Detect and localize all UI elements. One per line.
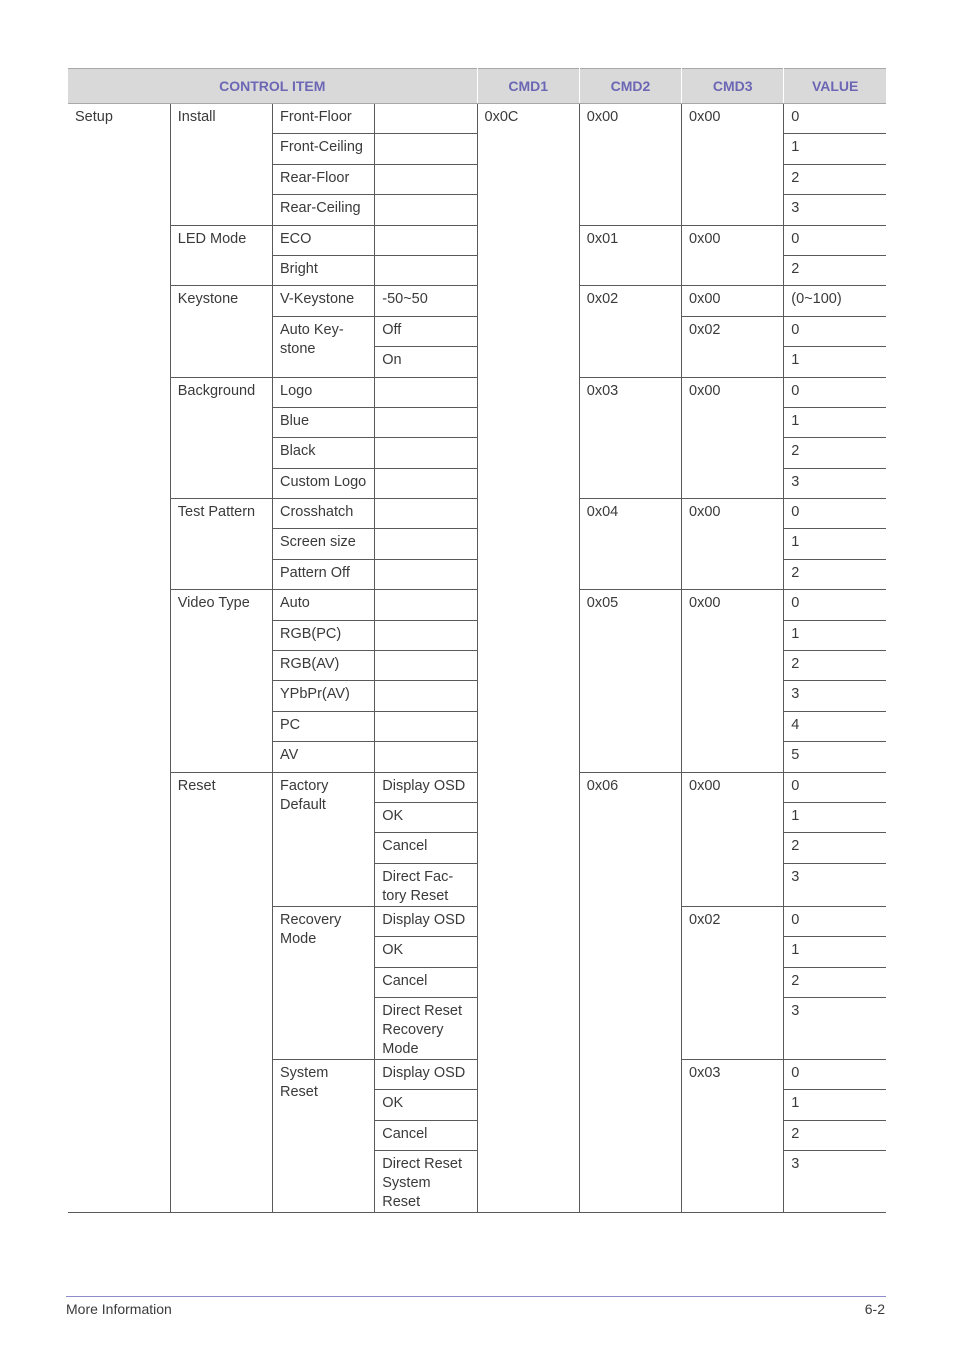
page-number: 6-2 bbox=[864, 1301, 885, 1317]
table-cell: 2 bbox=[784, 651, 886, 681]
table-cell: 1 bbox=[784, 802, 886, 832]
table-cell: Recovery Mode bbox=[273, 906, 375, 1059]
table-cell: 0x03 bbox=[579, 377, 681, 499]
table-cell: 0x02 bbox=[682, 906, 784, 1059]
table-cell: 0 bbox=[784, 225, 886, 255]
table-cell: Display OSD bbox=[375, 772, 477, 802]
table-cell bbox=[375, 195, 477, 225]
table-cell: 0x00 bbox=[682, 772, 784, 906]
table-cell: Video Type bbox=[170, 590, 272, 772]
table-cell: Install bbox=[170, 104, 272, 226]
table-row bbox=[68, 590, 886, 620]
table-cell: 0 bbox=[784, 590, 886, 620]
table-cell: Cancel bbox=[375, 1120, 477, 1150]
table-cell: ECO bbox=[273, 225, 375, 255]
table-cell: Background bbox=[170, 377, 272, 499]
table-cell: 0 bbox=[784, 772, 886, 802]
table-cell: 1 bbox=[784, 407, 886, 437]
table-cell: 1 bbox=[784, 529, 886, 559]
table-cell bbox=[375, 499, 477, 529]
control-table bbox=[68, 68, 886, 1213]
table-cell: Setup bbox=[68, 104, 170, 1213]
table-cell bbox=[375, 407, 477, 437]
table-cell: V-Keystone bbox=[273, 286, 375, 316]
table-cell bbox=[375, 468, 477, 498]
table-cell: 2 bbox=[784, 833, 886, 863]
table-cell: 0x04 bbox=[579, 499, 681, 590]
table-cell: Cancel bbox=[375, 833, 477, 863]
column-header: CONTROL ITEM bbox=[68, 69, 477, 104]
table-cell: 3 bbox=[784, 468, 886, 498]
table-cell: 0x05 bbox=[579, 590, 681, 772]
table-row bbox=[68, 499, 886, 529]
table-cell bbox=[375, 255, 477, 285]
table-cell: Auto Key- stone bbox=[273, 316, 375, 377]
table-cell: Auto bbox=[273, 590, 375, 620]
table-cell: 0 bbox=[784, 499, 886, 529]
table-cell: Bright bbox=[273, 255, 375, 285]
table-cell: 0 bbox=[784, 1059, 886, 1089]
table-cell bbox=[375, 529, 477, 559]
column-header: CMD1 bbox=[477, 69, 579, 104]
table-header bbox=[68, 69, 886, 104]
table-cell: 0x00 bbox=[579, 104, 681, 226]
table-cell: OK bbox=[375, 937, 477, 967]
table-cell: (0~100) bbox=[784, 286, 886, 316]
table-cell: 2 bbox=[784, 255, 886, 285]
table-cell: Reset bbox=[170, 772, 272, 1213]
table-cell: Front-Floor bbox=[273, 104, 375, 134]
table-cell bbox=[375, 559, 477, 589]
table-cell bbox=[375, 438, 477, 468]
table-cell: RGB(AV) bbox=[273, 651, 375, 681]
table-cell: 2 bbox=[784, 1120, 886, 1150]
table-cell bbox=[375, 651, 477, 681]
table-cell: 1 bbox=[784, 620, 886, 650]
table-cell: 1 bbox=[784, 1090, 886, 1120]
footer-section-title: More Information bbox=[66, 1301, 172, 1317]
column-header: CMD3 bbox=[682, 69, 784, 104]
table-cell: Pattern Off bbox=[273, 559, 375, 589]
table-cell: OK bbox=[375, 802, 477, 832]
table-cell: On bbox=[375, 347, 477, 377]
table-cell: Off bbox=[375, 316, 477, 346]
table-cell: 0x03 bbox=[682, 1059, 784, 1212]
table-cell: Blue bbox=[273, 407, 375, 437]
table-cell: 3 bbox=[784, 863, 886, 906]
table-cell: 0 bbox=[784, 104, 886, 134]
table-cell: 1 bbox=[784, 347, 886, 377]
footer-divider bbox=[66, 1296, 886, 1297]
table-cell: RGB(PC) bbox=[273, 620, 375, 650]
table-cell: 2 bbox=[784, 967, 886, 997]
table-cell: YPbPr(AV) bbox=[273, 681, 375, 711]
table-cell: 0x00 bbox=[682, 104, 784, 226]
table-cell: Keystone bbox=[170, 286, 272, 377]
table-cell: AV bbox=[273, 742, 375, 772]
table-cell: 2 bbox=[784, 438, 886, 468]
table-cell: 0x01 bbox=[579, 225, 681, 286]
table-cell: Factory Default bbox=[273, 772, 375, 906]
table-cell: Display OSD bbox=[375, 1059, 477, 1089]
table-cell: 0 bbox=[784, 316, 886, 346]
table-cell: Custom Logo bbox=[273, 468, 375, 498]
table-cell: 0x00 bbox=[682, 590, 784, 772]
table-cell: Black bbox=[273, 438, 375, 468]
table-cell: 3 bbox=[784, 1151, 886, 1213]
table-row bbox=[68, 225, 886, 255]
table-cell bbox=[375, 681, 477, 711]
table-cell: 3 bbox=[784, 195, 886, 225]
table-cell: 0x02 bbox=[682, 316, 784, 377]
table-body bbox=[68, 104, 886, 1213]
table-cell: LED Mode bbox=[170, 225, 272, 286]
table-cell: Direct Reset Recovery Mode bbox=[375, 997, 477, 1059]
table-cell bbox=[375, 134, 477, 164]
table-cell: 0x00 bbox=[682, 286, 784, 316]
table-cell bbox=[375, 742, 477, 772]
table-cell bbox=[375, 104, 477, 134]
table-cell bbox=[375, 620, 477, 650]
table-cell: Screen size bbox=[273, 529, 375, 559]
table-row bbox=[68, 772, 886, 802]
table-cell: 0x00 bbox=[682, 377, 784, 499]
table-cell: 3 bbox=[784, 997, 886, 1059]
table-cell: OK bbox=[375, 1090, 477, 1120]
table-cell: Rear-Floor bbox=[273, 164, 375, 194]
table-cell: 4 bbox=[784, 711, 886, 741]
column-header: VALUE bbox=[784, 69, 886, 104]
table-cell: 3 bbox=[784, 681, 886, 711]
table-cell bbox=[375, 711, 477, 741]
table-cell: Logo bbox=[273, 377, 375, 407]
table-row bbox=[68, 104, 886, 134]
table-cell: 0 bbox=[784, 377, 886, 407]
column-header: CMD2 bbox=[579, 69, 681, 104]
table-cell: Display OSD bbox=[375, 906, 477, 936]
table-cell: 2 bbox=[784, 164, 886, 194]
table-cell: -50~50 bbox=[375, 286, 477, 316]
table-cell: 0x02 bbox=[579, 286, 681, 377]
table-cell: Direct Reset System Reset bbox=[375, 1151, 477, 1213]
table-cell: Front-Ceiling bbox=[273, 134, 375, 164]
table-cell: 0 bbox=[784, 906, 886, 936]
table-cell: 5 bbox=[784, 742, 886, 772]
table-cell: Rear-Ceiling bbox=[273, 195, 375, 225]
table-cell bbox=[375, 225, 477, 255]
table-cell bbox=[375, 377, 477, 407]
table-cell: Crosshatch bbox=[273, 499, 375, 529]
table-cell: 0x00 bbox=[682, 499, 784, 590]
table-cell: System Reset bbox=[273, 1059, 375, 1212]
table-row bbox=[68, 286, 886, 316]
table-cell: 0x06 bbox=[579, 772, 681, 1213]
table-cell: 0x0C bbox=[477, 104, 579, 1213]
table-cell: 1 bbox=[784, 937, 886, 967]
table-cell: Cancel bbox=[375, 967, 477, 997]
table-cell bbox=[375, 164, 477, 194]
table-cell: 2 bbox=[784, 559, 886, 589]
table-cell: PC bbox=[273, 711, 375, 741]
table-cell: 0x00 bbox=[682, 225, 784, 286]
table-cell: Test Pattern bbox=[170, 499, 272, 590]
table-cell: Direct Fac- tory Reset bbox=[375, 863, 477, 906]
table-cell: 1 bbox=[784, 134, 886, 164]
table-row bbox=[68, 377, 886, 407]
table-cell bbox=[375, 590, 477, 620]
